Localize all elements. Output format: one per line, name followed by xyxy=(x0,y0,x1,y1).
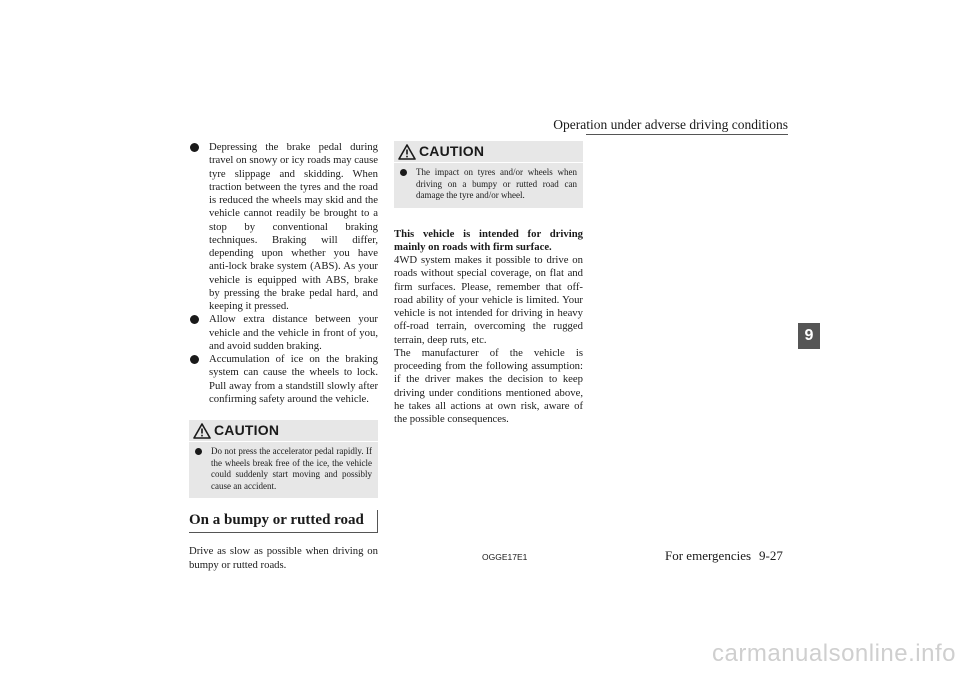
body-paragraph: 4WD system makes it possible to drive on roads without special coverage, on flat and firm surfaces. Please, remember that off-road ability of your vehicle is limited. Your vehicle is not intended for driving in heavy off-road terrain, overcoming the rugged terrain, deep ruts, etc. The manufacturer of the vehicle is proceeding from the following assumption: if the driver makes the decision to keep driving under conditions mentioned above, he takes all actions at own risk, aware of the possible consequences. xyxy=(394,254,583,425)
page-number: 9-27 xyxy=(759,548,783,563)
chapter-tab: 9 xyxy=(798,323,820,349)
body-paragraph: Drive as slow as possible when driving on bumpy or rutted roads. xyxy=(189,545,378,571)
page-header-title: Operation under adverse driving conditions xyxy=(553,117,788,132)
list-item xyxy=(189,353,378,406)
document-code: OGGE17E1 xyxy=(482,552,528,562)
section-title: On a bumpy or rutted road xyxy=(189,508,378,533)
caution-box xyxy=(394,141,583,208)
middle-column xyxy=(394,141,583,426)
caution-header xyxy=(189,420,378,442)
watermark: carmanualsonline.info xyxy=(712,640,956,667)
bullet-dot-icon xyxy=(400,169,407,176)
caution-label: CAUTION xyxy=(419,142,485,159)
bullet-text: Depressing the brake pedal during travel on snowy or icy roads may cause tyre slippage and skidding. When traction between the tyres and the road is reduced the wheels may skid and the vehicle cannot readily be brought to a stop by conventional braking techniques. Braking will differ, depending upon whether you have anti-lock brake system (ABS). As your vehicle is equipped with ABS, brake by pressing the brake pedal hard, and keeping it pressed. xyxy=(209,141,378,312)
bullet-dot-icon xyxy=(190,315,199,324)
bullet-dot-icon xyxy=(195,448,202,455)
list-item xyxy=(189,141,378,313)
list-item xyxy=(189,313,378,353)
bullet-dot-icon xyxy=(190,355,199,364)
footer-section-name: For emergencies xyxy=(665,548,752,563)
warning-triangle-icon xyxy=(398,144,416,160)
caution-text: The impact on tyres and/or wheels when driving on a bumpy or rutted road can damage the tyre and/or wheel. xyxy=(416,167,577,200)
bullet-dot-icon xyxy=(190,143,199,152)
bold-paragraph: This vehicle is intended for driving mainly on roads with firm surface. xyxy=(394,227,583,253)
warning-triangle-icon xyxy=(193,423,211,439)
caution-box xyxy=(189,420,378,498)
left-column xyxy=(189,141,378,572)
bullet-text: Accumulation of ice on the braking system can cause the wheels to lock. Pull away from a standstill slowly after confirming safety around the vehicle. xyxy=(209,353,378,405)
caution-text: Do not press the accelerator pedal rapidly. If the wheels break free of the ice, the vehicle could suddenly start moving and possibly cause an accident. xyxy=(211,446,372,491)
caution-label: CAUTION xyxy=(214,421,280,438)
bullet-list xyxy=(189,141,378,406)
caution-header xyxy=(394,141,583,163)
bullet-text: Allow extra distance between your vehicle and the vehicle in front of you, and avoid sudden braking. xyxy=(209,313,378,352)
caution-body xyxy=(394,163,583,202)
header-rule xyxy=(586,134,788,135)
caution-body xyxy=(189,442,378,492)
